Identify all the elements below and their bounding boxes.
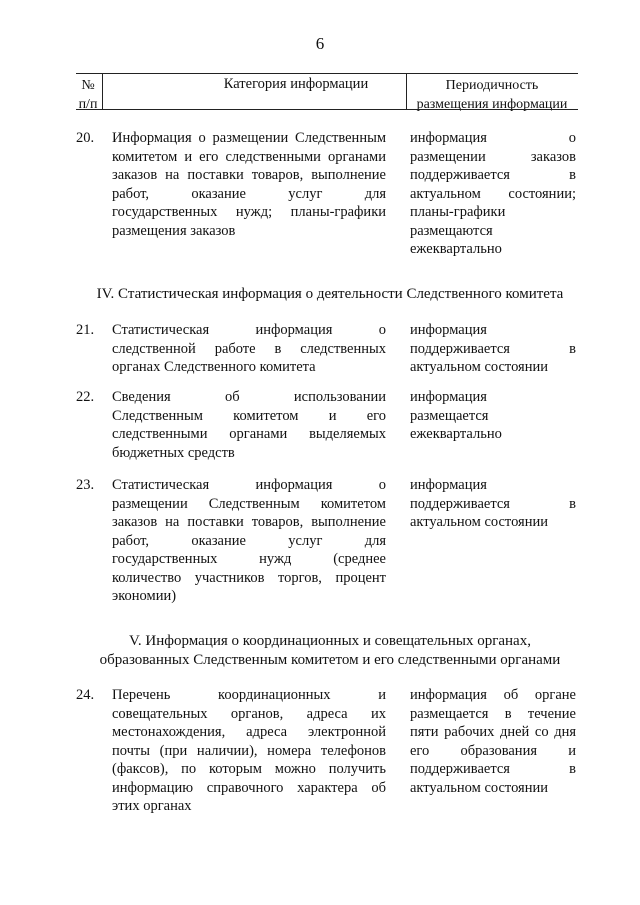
row-category-line: Статистическая информация о xyxy=(112,477,386,493)
row-number: 23. xyxy=(76,477,95,493)
row-periodicity xyxy=(410,686,576,797)
row-periodicity-line: поддерживается в xyxy=(410,495,576,512)
row-periodicity-line: информация об органе xyxy=(410,687,576,703)
row-category-line: Статистическая информация о xyxy=(112,322,386,338)
row-periodicity-line: информация xyxy=(410,477,487,493)
row-category-line: органах Следственного комитета xyxy=(112,359,316,375)
header-periodicity-line2: размещения информации xyxy=(416,97,568,112)
row-category xyxy=(112,686,386,816)
row-category-line: Следственным комитетом и его xyxy=(112,407,386,424)
header-number-symbol: № xyxy=(81,78,95,93)
row-periodicity-line: поддерживается в xyxy=(410,167,576,183)
row-category-line: государственных нужд; планы-графики xyxy=(112,204,386,220)
row-category-line: экономии) xyxy=(112,588,177,604)
row-category-line: работ, оказание услуг для xyxy=(112,185,386,202)
section-heading-line: образованных Следственным комитетом и его следственными органами xyxy=(99,652,561,668)
row-category-line: размещения заказов xyxy=(112,222,236,239)
row-periodicity-line: информация xyxy=(410,322,487,338)
row-periodicity-line: ежеквартально xyxy=(410,241,502,257)
section-heading-line: IV. Статистическая информация о деятельности Следственного комитета xyxy=(96,286,564,302)
row-periodicity-line: информация о xyxy=(410,130,576,146)
row-periodicity xyxy=(410,388,576,444)
row-periodicity-line: актуальном состоянии xyxy=(410,514,548,530)
row-category-line: бюджетных средств xyxy=(112,444,235,461)
row-periodicity-line: размещении заказов xyxy=(410,148,576,165)
row-category-line: следственной работе в следственных xyxy=(112,340,386,357)
row-category-line: следственными органами выделяемых xyxy=(112,426,386,442)
row-category-line: местонахождения, адреса электронной xyxy=(112,724,386,740)
row-number: 20. xyxy=(76,130,95,146)
row-category-line: почты (при наличии), номера телефонов xyxy=(112,742,386,759)
row-category-line: работ, оказание услуг для xyxy=(112,532,386,549)
row-periodicity-line: размещается xyxy=(410,407,489,424)
row-number: 24. xyxy=(76,687,95,703)
row-periodicity-line: пяти рабочих дней со дня xyxy=(410,724,576,740)
row-periodicity-line: планы-графики xyxy=(410,204,506,220)
table-header-bottom-rule xyxy=(76,109,578,110)
row-category-line: размещении Следственным комитетом xyxy=(112,495,386,512)
row-category-line: Информация о размещении Следственным xyxy=(112,130,386,146)
row-category xyxy=(112,321,386,377)
row-category-line: заказов на поставки товаров, выполнение xyxy=(112,167,386,183)
row-periodicity xyxy=(410,476,576,532)
row-category-line: совещательных органов, адреса их xyxy=(112,705,386,722)
section-heading-line: V. Информация о координационных и совещательных органах, xyxy=(129,633,531,649)
row-number: 21. xyxy=(76,322,95,338)
row-category-line: заказов на поставки товаров, выполнение xyxy=(112,514,386,530)
row-periodicity-line: поддерживается в xyxy=(410,761,576,777)
header-periodicity-line1: Периодичность xyxy=(445,78,539,93)
row-periodicity-line: информация xyxy=(410,389,487,405)
header-divider-1 xyxy=(102,73,103,109)
row-periodicity xyxy=(410,321,576,377)
row-category xyxy=(112,129,386,240)
row-category-line: количество участников торгов, процент xyxy=(112,569,386,586)
row-category xyxy=(112,476,386,606)
row-category-line: Перечень координационных и xyxy=(112,687,386,703)
row-category-line: Сведения об использовании xyxy=(112,389,386,405)
header-number-abbrev: п/п xyxy=(78,97,98,112)
row-number: 22. xyxy=(76,389,95,405)
table-header xyxy=(76,73,578,111)
row-category-line: этих органах xyxy=(112,798,192,814)
row-category-line: государственных нужд (среднее xyxy=(112,551,386,567)
row-category xyxy=(112,388,386,462)
row-periodicity xyxy=(410,129,576,259)
page-number: 6 xyxy=(315,34,325,53)
section-heading xyxy=(60,285,600,304)
row-periodicity-line: актуальном состоянии; xyxy=(410,185,576,202)
row-category-line: информацию справочного характера об xyxy=(112,779,386,796)
row-periodicity-line: актуальном состоянии xyxy=(410,779,548,796)
header-category: Категория информации xyxy=(223,76,369,92)
row-periodicity-line: ежеквартально xyxy=(410,426,502,442)
section-heading xyxy=(60,632,600,670)
row-periodicity-line: размещаются xyxy=(410,222,493,239)
row-periodicity-line: актуальном состоянии xyxy=(410,359,548,375)
row-periodicity-line: поддерживается в xyxy=(410,340,576,357)
row-category-line: комитетом и его следственными органами xyxy=(112,148,386,165)
row-category-line: (факсов), по которым можно получить xyxy=(112,761,386,777)
row-periodicity-line: размещается в течение xyxy=(410,705,576,722)
row-periodicity-line: его образования и xyxy=(410,742,576,759)
